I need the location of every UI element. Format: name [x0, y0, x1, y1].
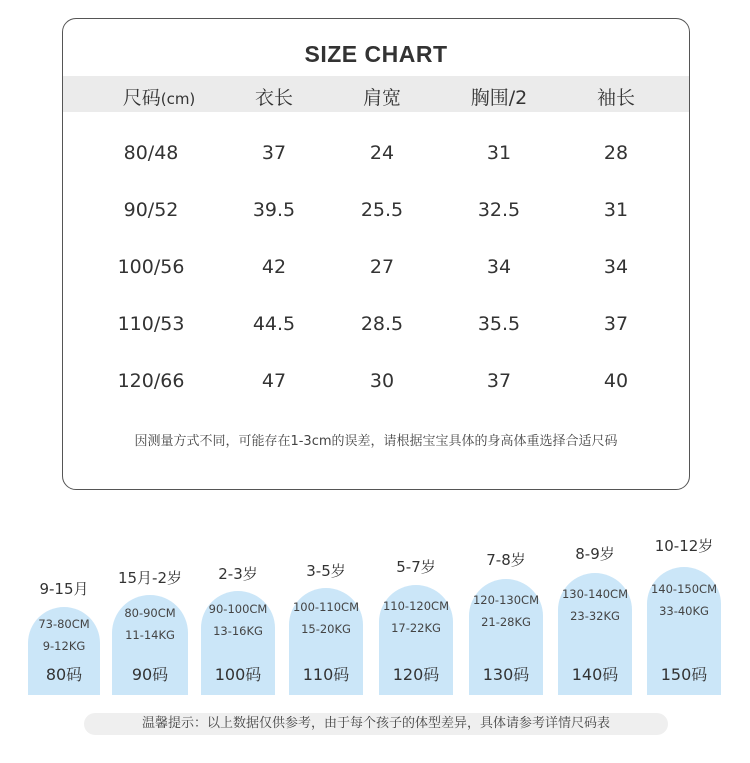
- size-chart-card: [62, 18, 690, 490]
- size-bar: [469, 579, 543, 695]
- size-label: 110码: [302, 665, 350, 684]
- cell-size: 80/48: [123, 142, 179, 164]
- cell-chest: 31: [486, 142, 512, 164]
- weight-range: 15-20KG: [301, 622, 351, 636]
- cell-length: 37: [261, 142, 287, 164]
- height-range: 110-120CM: [382, 599, 449, 613]
- weight-range: 13-16KG: [213, 624, 263, 638]
- header-size-unit: (cm): [160, 90, 196, 108]
- age-label: 8-9岁: [575, 545, 615, 563]
- header-shoulder: 肩宽: [362, 87, 401, 109]
- weight-range: 9-12KG: [42, 639, 86, 653]
- age-label: 5-7岁: [396, 558, 436, 576]
- age-label: 2-3岁: [218, 565, 258, 583]
- size-guide-item: [469, 549, 543, 695]
- cell-chest: 32.5: [477, 199, 521, 221]
- header-length: 衣长: [254, 87, 293, 109]
- weight-range: 21-28KG: [481, 615, 531, 629]
- cell-length: 39.5: [252, 199, 296, 221]
- cell-sleeve: 28: [603, 142, 629, 164]
- height-range: 80-90CM: [124, 606, 176, 620]
- size-guide-item: [28, 578, 100, 695]
- weight-range: 33-40KG: [659, 604, 709, 618]
- size-guide-item: [379, 556, 453, 695]
- cell-shoulder: 25.5: [360, 199, 404, 221]
- age-label: 10-12岁: [654, 537, 714, 555]
- weight-range: 23-32KG: [570, 609, 620, 623]
- weight-range: 17-22KG: [391, 621, 441, 635]
- height-range: 140-150CM: [650, 582, 717, 596]
- weight-range: 11-14KG: [125, 628, 175, 642]
- cell-length: 47: [261, 370, 287, 392]
- measurement-note: 因测量方式不同，可能存在1-3cm的误差，请根据宝宝具体的身高体重选择合适尺码: [134, 434, 618, 449]
- size-guide-item: [647, 535, 721, 695]
- size-guide-item: [201, 563, 275, 695]
- cell-size: 120/66: [117, 370, 185, 392]
- cell-shoulder: 24: [369, 142, 395, 164]
- height-range: 130-140CM: [561, 587, 628, 601]
- size-bar: [289, 588, 363, 695]
- cell-size: 110/53: [117, 313, 185, 335]
- size-bar: [28, 607, 100, 695]
- age-label: 7-8岁: [486, 551, 526, 569]
- size-label: 100码: [214, 665, 262, 684]
- size-label: 120码: [392, 665, 440, 684]
- cell-sleeve: 40: [603, 370, 629, 392]
- cell-chest: 37: [486, 370, 512, 392]
- cell-shoulder: 28.5: [360, 313, 404, 335]
- size-bar: [379, 585, 453, 695]
- cell-sleeve: 37: [603, 313, 629, 335]
- header-size-label: 尺码: [122, 87, 161, 109]
- age-label: 3-5岁: [306, 562, 346, 580]
- size-label: 90码: [131, 665, 169, 684]
- size-bar: [201, 591, 275, 695]
- cell-length: 44.5: [252, 313, 296, 335]
- cell-chest: 35.5: [477, 313, 521, 335]
- age-label: 9-15月: [39, 580, 89, 598]
- size-label: 130码: [482, 665, 530, 684]
- cell-length: 42: [261, 256, 287, 278]
- height-range: 90-100CM: [208, 602, 268, 616]
- cell-size: 90/52: [123, 199, 179, 221]
- cell-shoulder: 27: [369, 256, 395, 278]
- size-label: 80码: [45, 665, 83, 684]
- cell-size: 100/56: [117, 256, 185, 278]
- chart-title: SIZE CHART: [304, 41, 448, 67]
- size-guide-item: [112, 567, 188, 695]
- size-bar: [647, 567, 721, 695]
- cell-sleeve: 34: [603, 256, 629, 278]
- height-range: 100-110CM: [292, 600, 359, 614]
- tip-banner: 温馨提示：以上数据仅供参考，由于每个孩子的体型差异，具体请参考详情尺码表: [84, 713, 668, 735]
- size-label: 150码: [660, 665, 708, 684]
- size-bar: [112, 595, 188, 695]
- size-guide-item: [289, 560, 363, 695]
- size-label: 140码: [571, 665, 619, 684]
- age-label: 15月-2岁: [117, 569, 183, 587]
- cell-shoulder: 30: [369, 370, 395, 392]
- cell-sleeve: 31: [603, 199, 629, 221]
- height-range: 73-80CM: [38, 617, 90, 631]
- cell-chest: 34: [486, 256, 512, 278]
- size-guide-item: [558, 543, 632, 695]
- header-chest: 胸围/2: [470, 87, 528, 109]
- header-size: [99, 83, 219, 110]
- header-sleeve: 袖长: [596, 87, 635, 109]
- size-bar: [558, 573, 632, 695]
- table-header: [63, 76, 689, 112]
- height-range: 120-130CM: [472, 593, 539, 607]
